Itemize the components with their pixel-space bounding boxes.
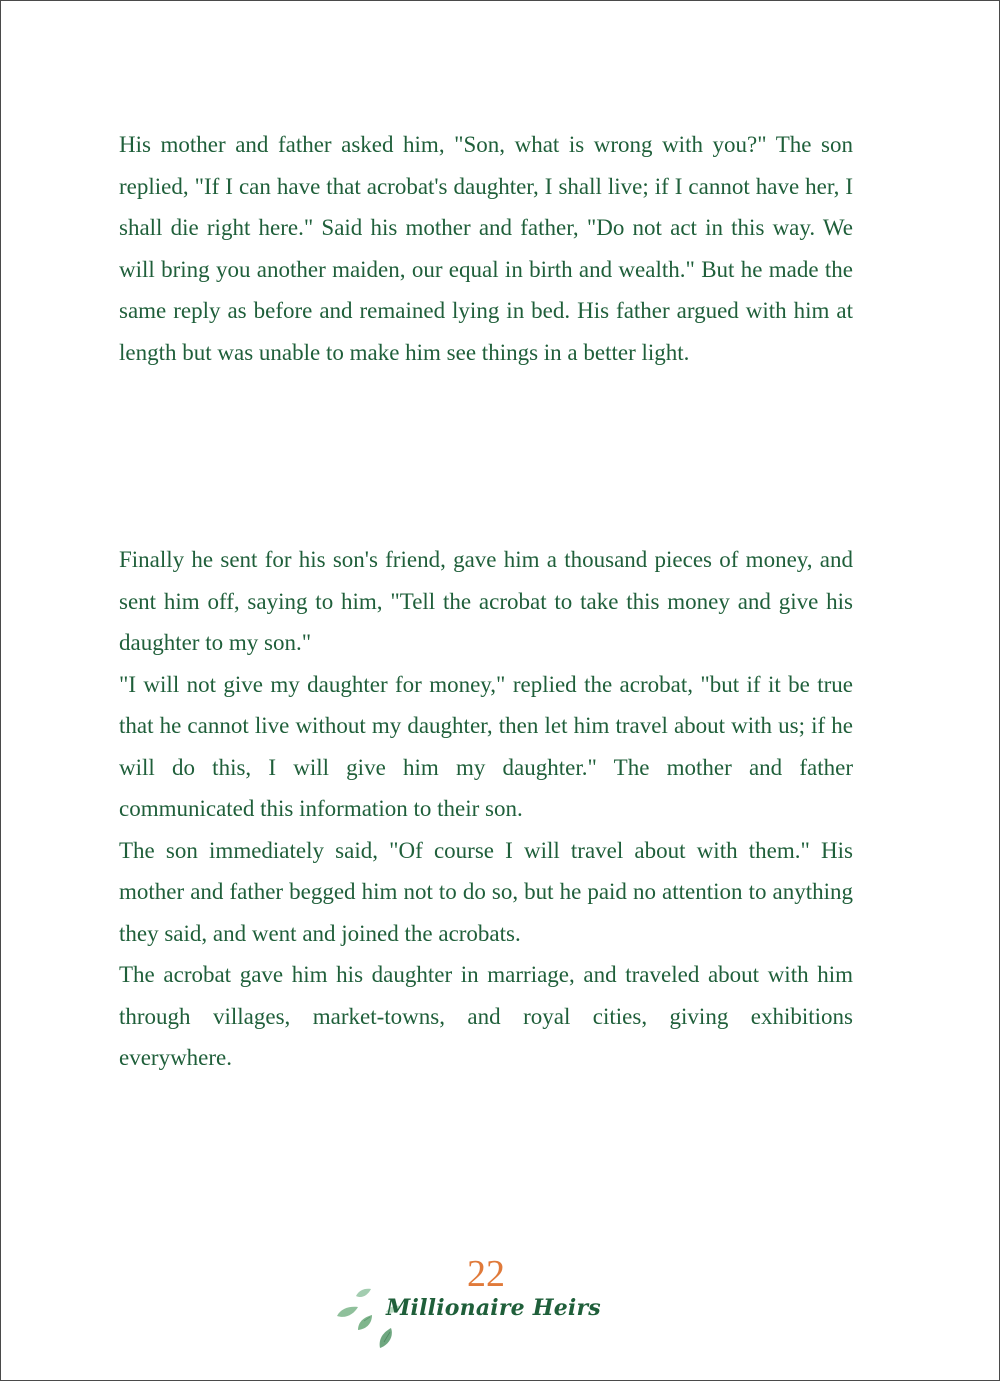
text-block-2	[119, 539, 853, 1079]
page-footer	[0, 1252, 1000, 1362]
paragraph: "I will not give my daughter for money," replied the acrobat, "but if it be true that he cannot live without my daughter, then let him travel about with us; if he will do this, I will give him my daughter." The mother and father communicated this information to their son.	[119, 671, 853, 821]
paragraph: The son immediately said, "Of course I will travel about with them." His mother and father begged him not to do so, but he paid no attention to anything they said, and went and joined the acrobats.	[119, 837, 853, 946]
page-number: 22	[467, 1253, 505, 1295]
brand-name: Millionaire Heirs	[386, 1295, 601, 1321]
paragraph: Finally he sent for his son's friend, gave him a thousand pieces of money, and sent him off, saying to him, "Tell the acrobat to take this money and give his daughter to my son."	[119, 547, 853, 655]
paragraph: The acrobat gave him his daughter in marriage, and traveled about with him through villages, market-towns, and royal cities, giving exhibitions everywhere.	[119, 962, 853, 1070]
paragraph: His mother and father asked him, "Son, what is wrong with you?" The son replied, "If I can have that acrobat's daughter, I shall live; if I cannot have her, I shall die right here." Said his mother and father, "Do not act in this way. We will bring you another maiden, our equal in birth and wealth." But he made the same reply as before and remained lying in bed. His father argued with him at length but was unable to make him see things in a better light.	[119, 132, 853, 365]
text-block-1	[119, 124, 853, 373]
